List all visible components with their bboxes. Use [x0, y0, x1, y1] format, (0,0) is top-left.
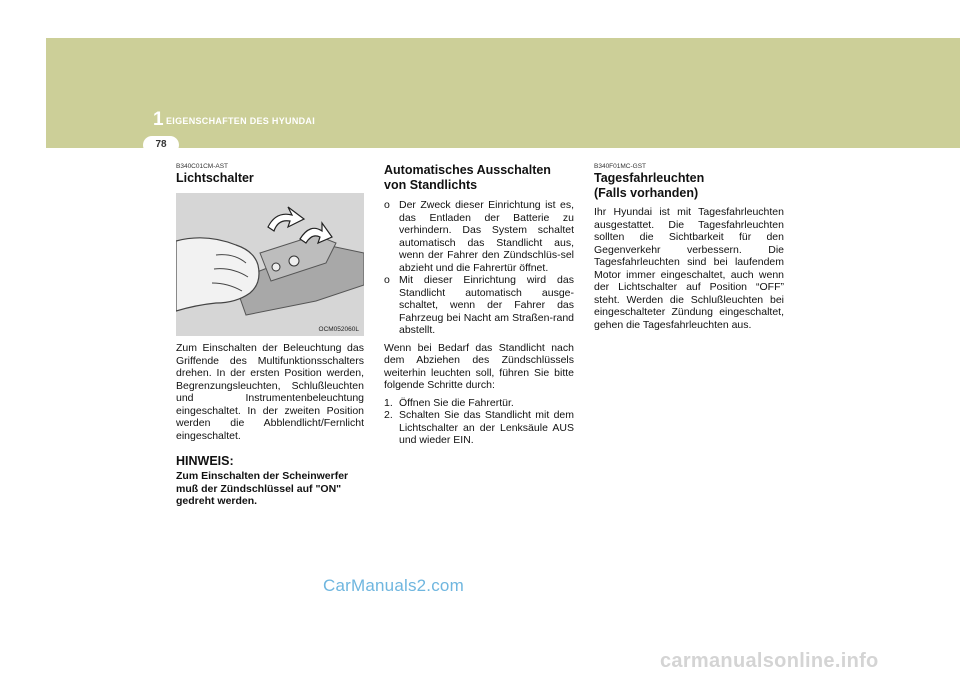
bullet-marker: o [384, 274, 390, 286]
chapter-title: EIGENSCHAFTEN DES HYUNDAI [166, 116, 316, 126]
carmanuals2-watermark-link[interactable]: CarManuals2.com [323, 576, 464, 595]
step-marker: 2. [384, 409, 393, 421]
column-tagesfahrleuchten [594, 163, 784, 331]
header-band [46, 38, 960, 148]
body-text: Ihr Hyundai ist mit Tagesfahrleuchten ausgestattet. Die Tagesfahrleuchten sollten die Sichtbarkeit für den Gegenverkehr verbessern. Die Tagesfahrleuchten sind bei laufendem Motor immer eingeschaltet, auch wenn der Lichtschalter auf Position “OFF” steht. Werden die Schlußleuchten bei eingeschalteter Zündung eingeschaltet, gehen die Tagesfahrleuchten aus. [594, 206, 784, 331]
note-title: HINWEIS: [176, 454, 234, 468]
figure-code: OCM052060L [318, 326, 359, 333]
page-number: 78 [155, 139, 167, 150]
section-subtitle: (Falls vorhanden) [594, 186, 699, 200]
section-code: B340C01CM-AST [176, 163, 229, 170]
hand-turning-light-switch-illustration [176, 193, 364, 336]
section-title: Tagesfahrleuchten [594, 171, 705, 185]
bullet-list [384, 199, 574, 337]
list-item-text: Der Zweck dieser Einrichtung ist es, das Entladen der Batterie zu verhindern. Das System schaltet automatisch das Standlicht aus, wenn der Fahrer den Zündschlüs-sel abzieht und die Fahrertür öffnet. [399, 199, 574, 274]
bullet-marker: o [384, 199, 390, 211]
body-text: Wenn bei Bedarf das Standlicht nach dem Abziehen des Zündschlüssels weiterhin leuchten soll, führen Sie bitte folgende Schritte durch: [384, 341, 574, 391]
note-text: Zum Einschalten der Scheinwerfer muß der Zündschlüssel auf "ON" gedreht werden. [176, 470, 349, 507]
list-item-text: Schalten Sie das Standlicht mit dem Lichtschalter an der Lenksäule AUS und wieder EIN. [399, 409, 574, 446]
list-item [384, 274, 574, 337]
list-item-text: Mit dieser Einrichtung wird das Standlicht automatisch ausge-schaltet, wenn der Fahrer das Fahrzeug bei Nacht am Straßen-rand abstellt. [399, 274, 574, 336]
light-switch-figure [176, 193, 364, 336]
list-item [384, 409, 574, 447]
body-text: Zum Einschalten der Beleuchtung das Griffende des Multifunktionsschalters drehen. In der ersten Position werden, Begrenzungsleuchten, Schlußleuchten und Instrumentenbeleuchtung eingeschaltet. In der zweiten Position werden die Abblendlicht/Fernlicht eingeschaltet. [176, 342, 364, 442]
step-marker: 1. [384, 396, 393, 409]
column-auto-off [384, 163, 574, 447]
step-list [384, 397, 574, 447]
list-item-text: Öffnen Sie die Fahrertür. [399, 396, 514, 409]
section-code: B340F01MC-GST [594, 163, 647, 170]
section-title: Automatisches Ausschalten von Standlichts [384, 163, 551, 192]
chapter-number: 1 [153, 109, 164, 130]
list-item [384, 199, 574, 274]
list-item [384, 397, 574, 410]
carmanualsonline-watermark: carmanualsonline.info [660, 650, 879, 672]
section-title: Lichtschalter [176, 171, 254, 185]
column-lichtschalter [176, 163, 364, 508]
